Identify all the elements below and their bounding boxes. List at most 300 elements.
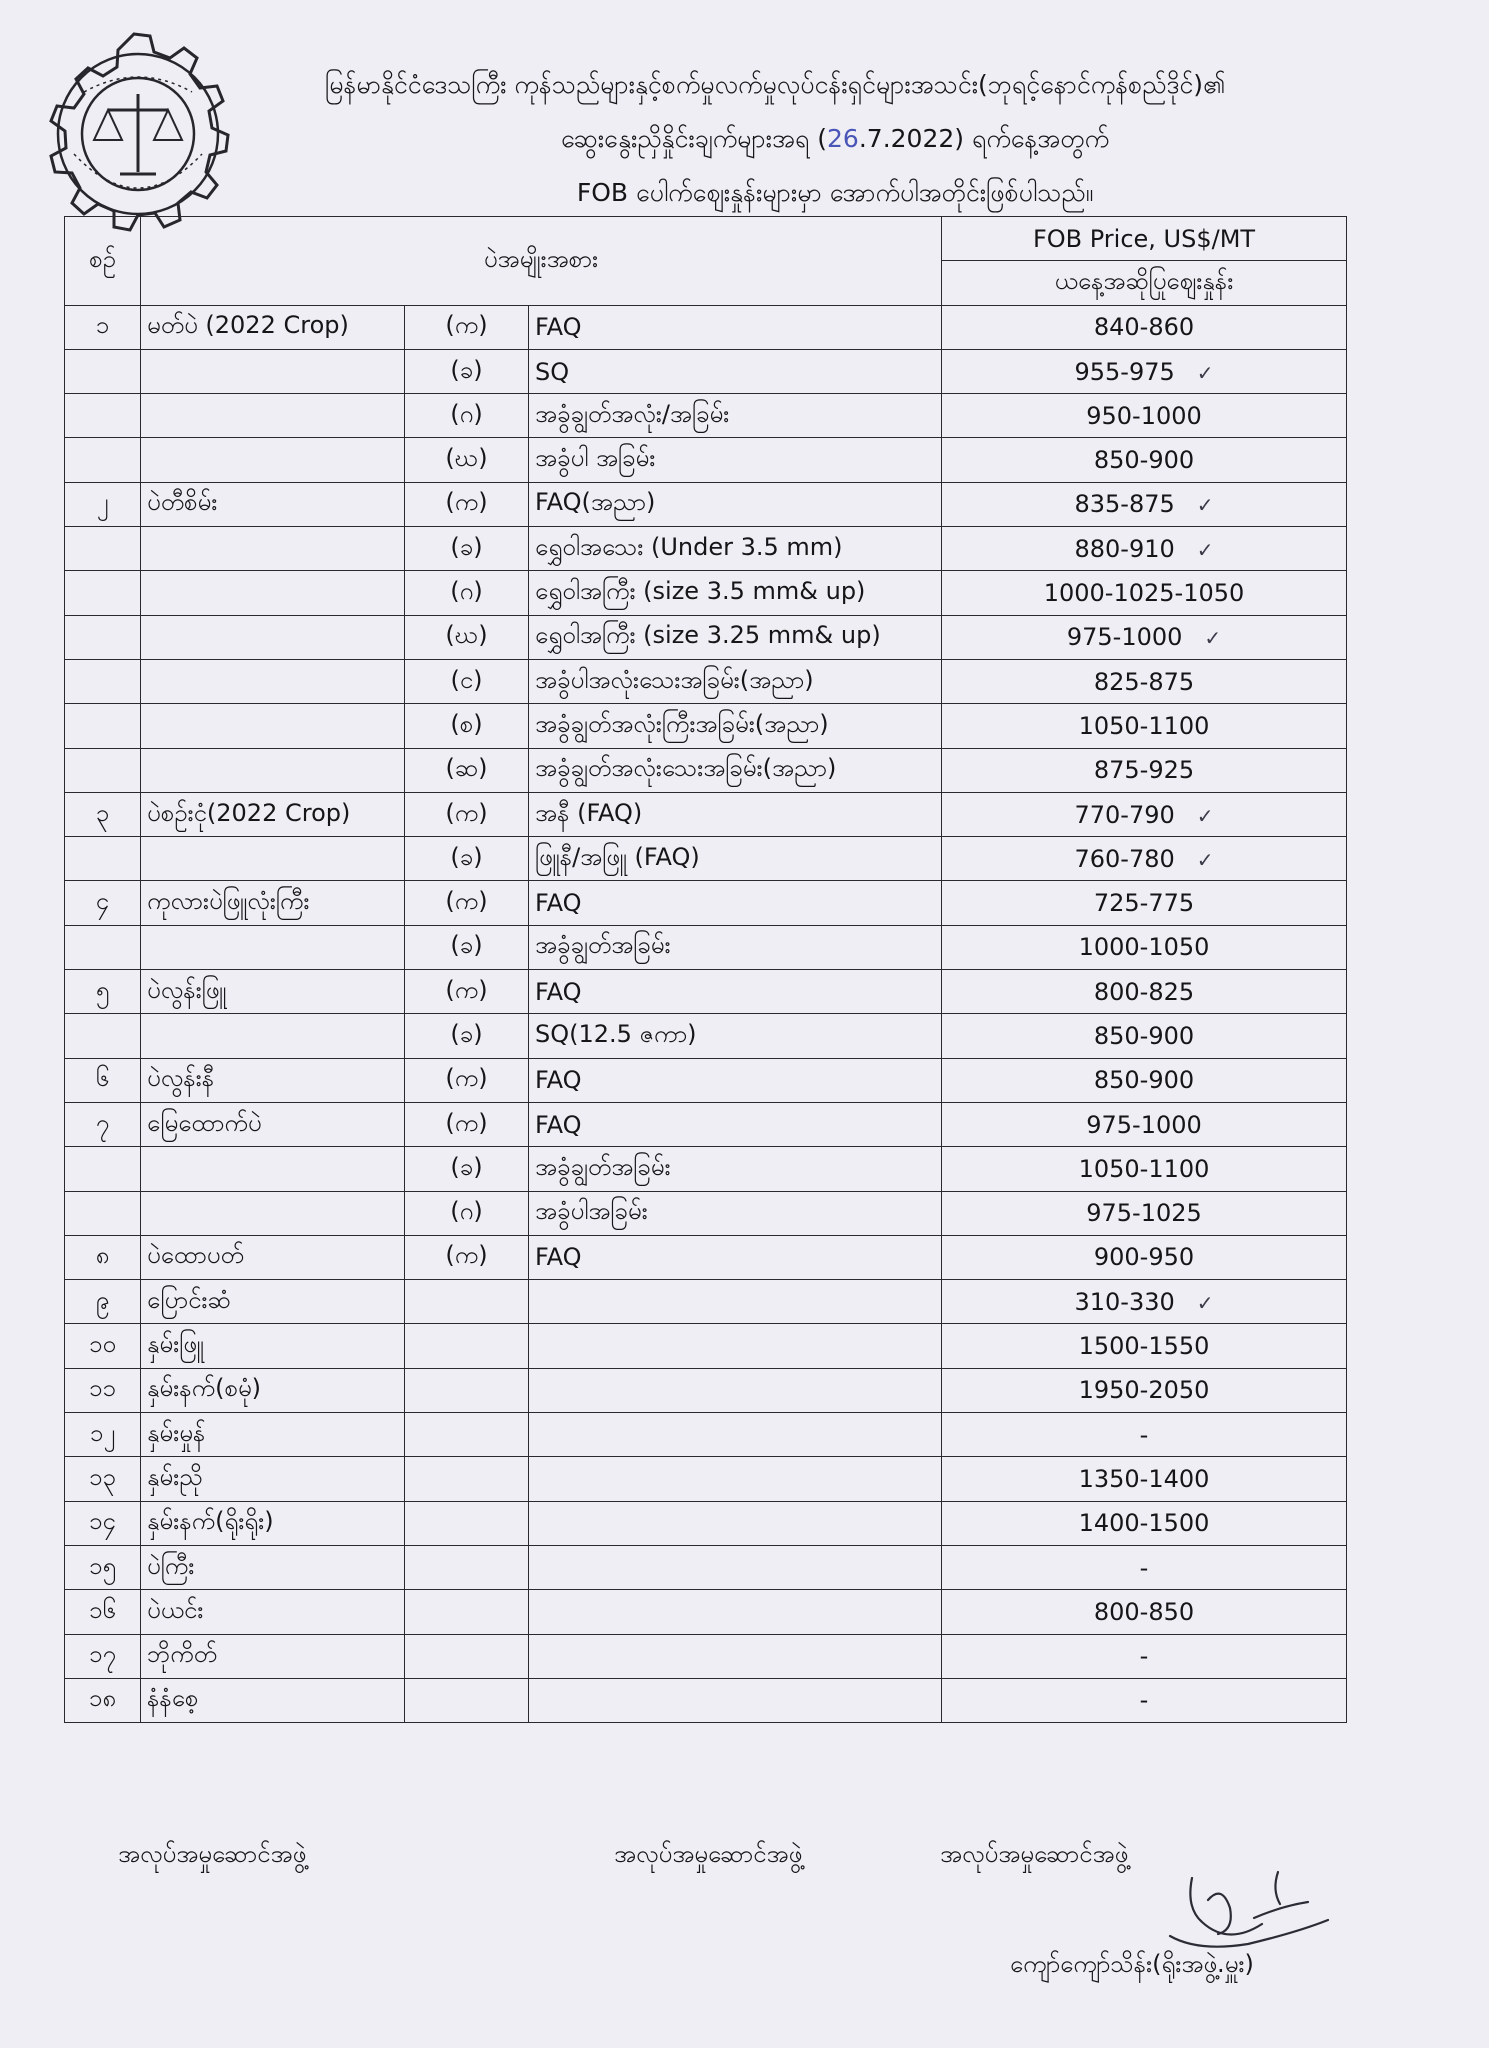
row-item-name: [141, 615, 405, 659]
row-number: [65, 704, 141, 748]
row-number: [65, 837, 141, 881]
row-number-text: ၁၄: [89, 1507, 116, 1536]
row-price-text: 1000-1025-1050: [1043, 579, 1245, 608]
table-row: [65, 1457, 1347, 1501]
table-row: [65, 1590, 1347, 1634]
header-line-2-post: .7.2022) ရက်နေ့အတွက်: [858, 124, 1110, 153]
row-price-text: -: [1139, 1553, 1149, 1582]
row-price: [942, 1147, 1347, 1191]
row-description-text: အခွံပါအခြမ်း: [535, 1197, 648, 1226]
row-price: [942, 615, 1347, 659]
row-number: [65, 615, 141, 659]
header-line-1: မြန်မာနိုင်ငံဒေသကြီး ကုန်သည်များနှင့်စက်မှုလက်မှုလုပ်ငန်းရှင်များအသင်း(ဘုရင့်နောင်ကုန်စည်ဒိုင်)၏: [325, 70, 1226, 99]
row-item-name-text: ပဲယင်း: [147, 1595, 204, 1624]
row-item-name: [141, 394, 405, 438]
row-item-name: [141, 1280, 405, 1324]
row-description-text: ရွှေဝါအကြီး (size 3.25 mm& up): [535, 621, 881, 650]
row-number-text: ၄: [95, 887, 110, 916]
table-row: [65, 349, 1347, 393]
row-description: [529, 925, 942, 969]
row-description: [529, 1235, 942, 1279]
row-item-name: [141, 1368, 405, 1412]
row-item-name: [141, 837, 405, 881]
row-grade: [405, 704, 529, 748]
row-description: [529, 1102, 942, 1146]
row-item-name-text: နှမ်းညို: [147, 1462, 203, 1491]
row-price-text: 975-1025: [1086, 1199, 1202, 1228]
row-grade-text: (ဂ): [450, 1197, 483, 1226]
row-number: [65, 1102, 141, 1146]
row-price-text: 725-775: [1093, 889, 1195, 918]
row-number: [65, 1280, 141, 1324]
row-grade: [405, 1545, 529, 1589]
table-row: [65, 438, 1347, 482]
row-grade: [405, 881, 529, 925]
table-header-row: [65, 217, 1347, 261]
row-description: [529, 527, 942, 571]
header-line-2-pre: ဆွေးနွေးညှိနှိုင်းချက်များအရ (: [560, 124, 828, 153]
row-item-name-text: မြေထောက်ပဲ: [147, 1108, 262, 1137]
row-grade-text: (က): [445, 488, 488, 517]
row-description: [529, 438, 942, 482]
row-grade: [405, 1501, 529, 1545]
row-number: [65, 1413, 141, 1457]
row-number: [65, 1590, 141, 1634]
table-row: [65, 837, 1347, 881]
row-grade-text: (က): [445, 975, 488, 1004]
row-number: [65, 394, 141, 438]
row-grade: [405, 925, 529, 969]
row-description: [529, 837, 942, 881]
row-item-name: [141, 305, 405, 349]
row-grade: [405, 748, 529, 792]
row-description-text: FAQ(အညာ): [535, 488, 656, 517]
row-item-name-text: နှမ်းနက်(စမုံ): [147, 1374, 262, 1403]
row-item-name: [141, 881, 405, 925]
row-description: [529, 1501, 942, 1545]
row-price-text: 1950-2050: [1078, 1376, 1210, 1405]
table-row: [65, 1413, 1347, 1457]
row-grade: [405, 1280, 529, 1324]
row-description-text: FAQ: [535, 889, 582, 918]
row-item-name: [141, 1147, 405, 1191]
row-price-text: 880-910: [1074, 534, 1175, 563]
row-number: [65, 1191, 141, 1235]
row-price: [942, 1634, 1347, 1678]
row-number: [65, 1545, 141, 1589]
row-description-text: အခွံချွတ်အလုံးသေးအခြမ်း(အညာ): [535, 754, 837, 783]
header-line-3: FOB ပေါက်ဈေးနှုန်းများမှာ အောက်ပါအတိုင်းဖြစ်ပါသည်။: [576, 178, 1094, 207]
row-description-text: အခွံချွတ်အလုံး/အခြမ်း: [535, 399, 730, 428]
row-number-text: ၁၅: [89, 1551, 116, 1580]
checkmark-icon: ✓: [1196, 803, 1214, 828]
row-number-text: ၃: [95, 798, 110, 827]
row-description: [529, 615, 942, 659]
row-number: [65, 925, 141, 969]
row-price-text: 1000-1050: [1078, 933, 1210, 962]
row-number-text: ၁၈: [88, 1684, 117, 1713]
table-row: [65, 659, 1347, 703]
row-grade: [405, 1102, 529, 1146]
row-number: [65, 1014, 141, 1058]
row-number: [65, 527, 141, 571]
row-price: [942, 1324, 1347, 1368]
row-description-text: FAQ: [535, 1110, 582, 1139]
row-price: [942, 970, 1347, 1014]
row-item-name-text: မတ်ပဲ (2022 Crop): [147, 311, 349, 340]
row-grade-text: (ဆ): [445, 754, 488, 783]
row-description: [529, 1634, 942, 1678]
row-number-text: ၁၇: [89, 1640, 116, 1669]
row-description-text: FAQ: [535, 1243, 582, 1272]
row-price-text: 975-1000: [1066, 623, 1183, 652]
table-row: [65, 305, 1347, 349]
row-price-text: 875-925: [1093, 756, 1195, 785]
row-item-name-text: နှမ်းဖြူ: [147, 1330, 204, 1359]
row-description: [529, 1590, 942, 1634]
row-price: [942, 1235, 1347, 1279]
row-grade-text: (ခ): [450, 931, 483, 960]
row-description-text: ရွှေဝါအကြီး (size 3.5 mm& up): [535, 577, 866, 606]
row-price: [942, 482, 1347, 526]
row-price: [942, 1280, 1347, 1324]
row-number: [65, 1235, 141, 1279]
row-price: [942, 1102, 1347, 1146]
row-number: [65, 1457, 141, 1501]
row-description-text: အခွံပါအလုံးသေးအခြမ်း(အညာ): [535, 665, 814, 694]
row-number: [65, 349, 141, 393]
row-grade-text: (ခ): [450, 355, 483, 384]
row-item-name: [141, 1457, 405, 1501]
row-item-name: [141, 1014, 405, 1058]
row-grade-text: (ဃ): [445, 444, 488, 473]
row-number: [65, 1058, 141, 1102]
signer-name: ကျော်ကျော်သိန်း(ရိုးအဖွဲ့.မှူး): [1010, 1950, 1254, 1978]
column-header-price: FOB Price, US$/MT: [942, 217, 1347, 261]
row-number: [65, 1634, 141, 1678]
row-price-text: 760-780: [1074, 844, 1175, 873]
row-description-text: SQ: [535, 357, 570, 386]
row-item-name: [141, 1501, 405, 1545]
row-price-text: 1350-1400: [1078, 1464, 1210, 1493]
row-number-text: ၉: [95, 1285, 110, 1314]
row-grade: [405, 1457, 529, 1501]
row-item-name-text: ပဲလွန်းဖြူ: [147, 975, 227, 1004]
row-item-name: [141, 659, 405, 703]
table-body: [65, 305, 1347, 1723]
row-grade-text: (ခ): [450, 842, 483, 871]
row-description-text: ဖြူနီ/အဖြူ (FAQ): [535, 842, 700, 871]
row-item-name-text: ပြောင်းဆံ: [147, 1285, 231, 1314]
row-item-name: [141, 1191, 405, 1235]
row-grade: [405, 482, 529, 526]
table-row: [65, 615, 1347, 659]
column-header-item: ပဲအမျိုးအစား: [141, 217, 942, 306]
row-price: [942, 1368, 1347, 1412]
row-price-text: 900-950: [1093, 1243, 1195, 1272]
row-grade-text: (က): [445, 798, 488, 827]
row-grade: [405, 615, 529, 659]
row-price-text: 1050-1100: [1078, 711, 1210, 740]
row-grade: [405, 571, 529, 615]
checkmark-icon: ✓: [1196, 360, 1214, 385]
checkmark-icon: ✓: [1196, 493, 1214, 518]
row-number: [65, 659, 141, 703]
row-grade: [405, 970, 529, 1014]
row-price: [942, 704, 1347, 748]
table-row: [65, 881, 1347, 925]
row-description-text: SQ(12.5 ဇကာ): [535, 1019, 697, 1048]
row-description: [529, 571, 942, 615]
table-row: [65, 482, 1347, 526]
row-item-name: [141, 1634, 405, 1678]
row-number: [65, 970, 141, 1014]
row-number-text: ၅: [95, 975, 110, 1004]
row-price: [942, 394, 1347, 438]
row-grade: [405, 1590, 529, 1634]
row-description-text: အခွံချွတ်အလုံးကြီးအခြမ်း(အညာ): [535, 709, 829, 738]
row-price-text: 770-790: [1074, 800, 1175, 829]
row-price: [942, 837, 1347, 881]
row-number: [65, 305, 141, 349]
row-grade: [405, 1147, 529, 1191]
table-row: [65, 1147, 1347, 1191]
checkmark-icon: ✓: [1204, 626, 1222, 651]
row-description: [529, 1058, 942, 1102]
row-number: [65, 748, 141, 792]
row-description: [529, 1678, 942, 1722]
row-item-name: [141, 438, 405, 482]
row-grade-text: (ဂ): [450, 577, 483, 606]
checkmark-icon: ✓: [1196, 1290, 1214, 1315]
row-item-name-text: နှမ်းမှုန်: [147, 1418, 206, 1447]
row-price: [942, 1678, 1347, 1722]
table-row: [65, 571, 1347, 615]
row-grade: [405, 1014, 529, 1058]
column-header-no: စဉ်: [65, 217, 141, 306]
row-price-text: 975-1000: [1086, 1110, 1202, 1139]
row-grade: [405, 659, 529, 703]
row-price-text: 1050-1100: [1078, 1154, 1210, 1183]
row-description: [529, 704, 942, 748]
row-price: [942, 1014, 1347, 1058]
row-grade-text: (က): [445, 1241, 488, 1270]
row-number-text: ၁: [95, 311, 110, 340]
row-grade-text: (င): [450, 665, 483, 694]
row-price: [942, 1545, 1347, 1589]
row-description: [529, 1545, 942, 1589]
table-row: [65, 1501, 1347, 1545]
row-price: [942, 571, 1347, 615]
row-item-name: [141, 704, 405, 748]
row-price-text: -: [1139, 1642, 1149, 1671]
table-row: [65, 1102, 1347, 1146]
row-number-text: ၈: [95, 1241, 110, 1270]
row-number-text: ၁၁: [89, 1374, 116, 1403]
row-item-name: [141, 1102, 405, 1146]
row-description: [529, 1147, 942, 1191]
row-description-text: FAQ: [535, 313, 582, 342]
row-price-text: 850-900: [1093, 446, 1195, 475]
table-row: [65, 792, 1347, 836]
row-grade: [405, 1368, 529, 1412]
row-description-text: FAQ: [535, 977, 582, 1006]
row-item-name-text: ပဲလွန်းနီ: [147, 1064, 215, 1093]
row-description: [529, 305, 942, 349]
row-item-name-text: ပဲစဉ်းငုံ(2022 Crop): [147, 798, 351, 827]
row-grade: [405, 305, 529, 349]
row-item-name: [141, 970, 405, 1014]
row-number-text: ၇: [95, 1108, 110, 1137]
row-description: [529, 1324, 942, 1368]
table-row: [65, 748, 1347, 792]
row-grade-text: (ခ): [450, 532, 483, 561]
row-description: [529, 748, 942, 792]
row-item-name: [141, 349, 405, 393]
row-description-text: FAQ: [535, 1066, 582, 1095]
row-number: [65, 1678, 141, 1722]
row-item-name: [141, 571, 405, 615]
row-price: [942, 305, 1347, 349]
row-grade-text: (စ): [450, 709, 483, 738]
row-price: [942, 1457, 1347, 1501]
row-price-text: 1500-1550: [1078, 1332, 1210, 1361]
table-row: [65, 1368, 1347, 1412]
row-price: [942, 1058, 1347, 1102]
row-item-name: [141, 1678, 405, 1722]
row-item-name: [141, 748, 405, 792]
row-price-text: 850-900: [1093, 1021, 1195, 1050]
row-description: [529, 482, 942, 526]
table-row: [65, 1235, 1347, 1279]
row-number: [65, 1324, 141, 1368]
row-item-name: [141, 527, 405, 571]
row-description: [529, 1457, 942, 1501]
row-grade-text: (ခ): [450, 1152, 483, 1181]
row-number-text: ၁၂: [89, 1418, 116, 1447]
row-grade-text: (က): [445, 1064, 488, 1093]
row-grade-text: (က): [445, 887, 488, 916]
row-grade-text: (ခ): [450, 1019, 483, 1048]
table-row: [65, 1280, 1347, 1324]
row-number-text: ၁၆: [89, 1595, 116, 1624]
row-number-text: ၁၃: [89, 1462, 116, 1491]
row-description-text: အခွံချွတ်အခြမ်း: [535, 931, 671, 960]
checkmark-icon: ✓: [1196, 847, 1214, 872]
row-price-text: 840-860: [1093, 313, 1195, 342]
row-grade-text: (ဂ): [450, 399, 483, 428]
row-price: [942, 881, 1347, 925]
row-number: [65, 1501, 141, 1545]
row-price: [942, 1590, 1347, 1634]
row-number-text: ၆: [95, 1064, 110, 1093]
row-number-text: ၁၀: [89, 1330, 116, 1359]
row-item-name: [141, 482, 405, 526]
row-grade-text: (က): [445, 1108, 488, 1137]
row-grade: [405, 1191, 529, 1235]
table-row: [65, 527, 1347, 571]
row-item-name: [141, 1235, 405, 1279]
column-header-price-sub: ယနေ့အဆိုပြုဈေးနှုန်း: [942, 261, 1347, 305]
row-item-name-text: ဘိုကိတ်: [147, 1640, 217, 1669]
row-price-text: 835-875: [1074, 490, 1175, 519]
row-price-text: 950-1000: [1086, 401, 1202, 430]
row-price-text: 800-850: [1093, 1597, 1195, 1626]
row-item-name-text: နှမ်းနက်(ရိုးရိုး): [147, 1507, 274, 1536]
row-item-name: [141, 1324, 405, 1368]
row-grade: [405, 349, 529, 393]
header-line-2: [265, 112, 1405, 166]
fob-price-table: [64, 216, 1347, 1723]
row-grade: [405, 438, 529, 482]
row-item-name: [141, 1413, 405, 1457]
row-grade: [405, 1634, 529, 1678]
row-grade: [405, 394, 529, 438]
row-grade: [405, 1324, 529, 1368]
row-item-name-text: ပဲတီစိမ်း: [147, 488, 218, 517]
row-item-name: [141, 1590, 405, 1634]
row-price-text: 825-875: [1093, 667, 1195, 696]
row-number: [65, 792, 141, 836]
row-grade: [405, 837, 529, 881]
row-description-text: ရွှေဝါအသေး (Under 3.5 mm): [535, 532, 843, 561]
row-item-name-text: ပဲထောပတ်: [147, 1241, 244, 1270]
row-description: [529, 394, 942, 438]
row-price-text: 955-975: [1074, 357, 1175, 386]
table-row: [65, 925, 1347, 969]
table-row: [65, 1678, 1347, 1722]
row-grade: [405, 527, 529, 571]
row-price-text: -: [1139, 1686, 1149, 1715]
row-grade-text: (ဃ): [445, 621, 488, 650]
row-price-text: 800-825: [1093, 977, 1195, 1006]
row-grade-text: (က): [445, 311, 488, 340]
row-price-text: 1400-1500: [1078, 1509, 1210, 1538]
table-row: [65, 1545, 1347, 1589]
row-price: [942, 349, 1347, 393]
row-price: [942, 748, 1347, 792]
footer-group-3: အလုပ်အမှုဆောင်အဖွဲ့: [940, 1840, 1129, 1868]
table-row: [65, 1191, 1347, 1235]
row-price: [942, 1413, 1347, 1457]
row-description: [529, 1280, 942, 1324]
row-description: [529, 970, 942, 1014]
row-price-text: 850-900: [1093, 1066, 1195, 1095]
table-row: [65, 1324, 1347, 1368]
row-price: [942, 1501, 1347, 1545]
table-row: [65, 1634, 1347, 1678]
row-number: [65, 438, 141, 482]
row-grade: [405, 1678, 529, 1722]
table-row: [65, 704, 1347, 748]
row-description-text: အနီ (FAQ): [535, 798, 643, 827]
row-number-text: ၂: [96, 488, 109, 517]
table-row: [65, 1014, 1347, 1058]
table-row: [65, 1058, 1347, 1102]
row-number: [65, 1147, 141, 1191]
handwritten-signature-icon: [1158, 1860, 1358, 1960]
row-price: [942, 1191, 1347, 1235]
checkmark-icon: ✓: [1196, 537, 1214, 562]
row-grade: [405, 792, 529, 836]
row-number: [65, 571, 141, 615]
row-description: [529, 349, 942, 393]
row-price: [942, 527, 1347, 571]
row-description-text: အခွံချွတ်အခြမ်း: [535, 1152, 671, 1181]
row-description-text: အခွံပါ အခြမ်း: [535, 444, 656, 473]
row-number: [65, 482, 141, 526]
footer-group-1: အလုပ်အမှုဆောင်အဖွဲ့: [118, 1840, 307, 1868]
